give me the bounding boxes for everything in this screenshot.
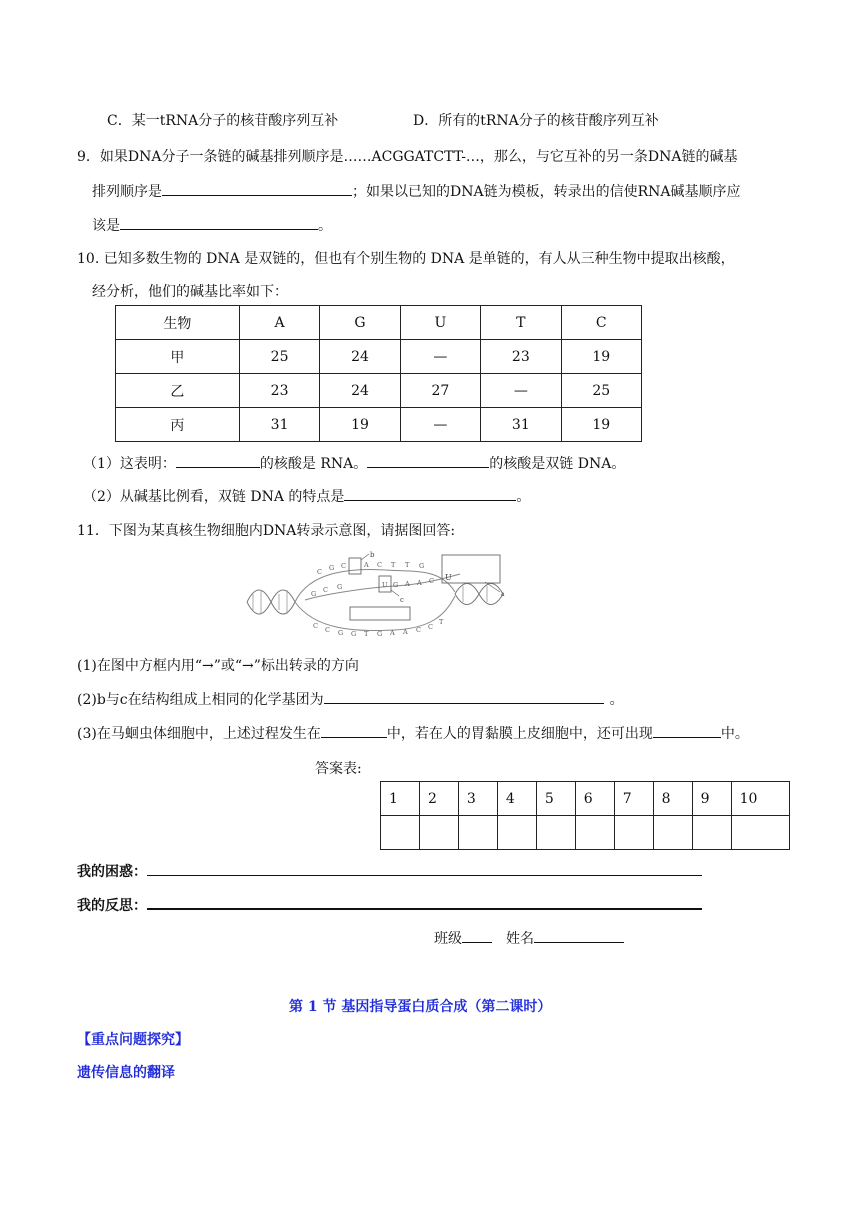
q10-line2: 经分析，他们的碱基比率如下： (92, 284, 288, 300)
name-label: 姓名 (506, 931, 534, 947)
table-row (116, 374, 642, 408)
base-ratio-table (115, 305, 642, 442)
base-letter: A (390, 629, 395, 637)
answer-cell[interactable] (536, 816, 575, 850)
answer-number: 9 (692, 782, 731, 816)
table-header-cell: G (320, 306, 400, 340)
q10-blank-2[interactable] (367, 453, 489, 468)
confusion-row (77, 861, 702, 881)
answer-number: 1 (381, 782, 420, 816)
table-cell: 23 (481, 340, 561, 374)
direction-box-lower[interactable] (350, 607, 410, 620)
table-cell: 24 (320, 374, 400, 408)
base-letter: U (382, 581, 388, 589)
base-letter: C (377, 561, 382, 569)
answer-cell[interactable] (692, 816, 731, 850)
label-a: a (501, 591, 505, 598)
label-u: U (445, 573, 452, 582)
q10-sub2-text-b: 。 (516, 489, 531, 505)
q11-intro: 11．下图为某真核生物细胞内DNA转录示意图，请据图回答: (77, 523, 456, 539)
base-letter: C (313, 622, 318, 630)
base-letter: G (338, 629, 344, 637)
confusion-label: 我的困惑： (77, 864, 147, 880)
base-letter: C (428, 623, 433, 631)
q11-sub2-text-b: 。 (609, 692, 624, 708)
q9-blank-2[interactable] (120, 215, 318, 230)
q11-sub1: (1)在图中方框内用“→”或“→”标出转录的方向 (77, 658, 359, 674)
q9-line2 (92, 181, 741, 201)
base-letter: A (417, 579, 422, 587)
base-letter: A (403, 628, 408, 636)
base-letter: G (329, 564, 335, 572)
base-letter: T (391, 561, 396, 569)
transcription-diagram (245, 550, 510, 640)
class-name-row (434, 928, 624, 948)
table-cell: — (400, 408, 480, 442)
base-letter: G (337, 583, 343, 591)
base-letter: G (351, 630, 357, 638)
table-cell: 乙 (116, 374, 240, 408)
answer-number: 7 (614, 782, 653, 816)
table-header-row (116, 306, 642, 340)
table-row (116, 340, 642, 374)
answer-sheet-label: 答案表: (315, 761, 362, 777)
q9-blank-1[interactable] (162, 181, 352, 196)
section-title: 第 1 节 基因指导蛋白质合成（第二课时） (289, 999, 552, 1015)
q11-blank-3[interactable] (653, 723, 721, 738)
base-letter: C (323, 586, 328, 594)
q10-sub1-text-a: （1）这表明： (83, 456, 176, 472)
reflection-line[interactable] (147, 894, 702, 910)
answer-number: 2 (419, 782, 458, 816)
table-cell: 31 (239, 408, 319, 442)
answer-cell[interactable] (419, 816, 458, 850)
answer-number: 5 (536, 782, 575, 816)
box-b (349, 558, 361, 574)
q9-line3 (92, 215, 332, 235)
answer-number: 8 (653, 782, 692, 816)
base-letter: C (325, 626, 330, 634)
answer-cell[interactable] (614, 816, 653, 850)
answer-cell[interactable] (458, 816, 497, 850)
base-letter: C (416, 626, 421, 634)
q10-blank-1[interactable] (176, 453, 260, 468)
q11-sub2-text-a: (2)b与c在结构组成上相同的化学基团为 (77, 692, 324, 708)
table-cell: 25 (239, 340, 319, 374)
q11-sub3-text-c: 中。 (720, 726, 749, 742)
confusion-line[interactable] (147, 861, 702, 876)
label-b: b (370, 551, 375, 559)
base-letter: C (317, 568, 322, 576)
answer-cell[interactable] (575, 816, 614, 850)
base-letter: T (439, 618, 444, 626)
table-cell: 24 (320, 340, 400, 374)
answer-number: 10 (731, 782, 789, 816)
table-row (116, 408, 642, 442)
q11-sub3 (77, 723, 749, 743)
table-header-cell: 生物 (116, 306, 240, 340)
base-letter: A (405, 580, 410, 588)
table-cell: — (481, 374, 561, 408)
base-letter: G (377, 630, 383, 638)
table-cell: 丙 (116, 408, 240, 442)
q9-line2-text-a: 排列顺序是 (92, 184, 162, 200)
base-letter: C (429, 577, 434, 585)
topic-heading: 遗传信息的翻译 (77, 1065, 175, 1081)
q11-sub3-text-b: 中，若在人的胃黏膜上皮细胞中，还可出现 (386, 726, 653, 742)
q10-line1: 10. 已知多数生物的 DNA 是双链的，但也有个别生物的 DNA 是单链的，有人从三种生物中提取出核酸， (77, 251, 735, 267)
q8-option-d: D．所有的tRNA分子的核苷酸序列互补 (413, 113, 659, 129)
q11-blank-2[interactable] (321, 723, 387, 738)
q10-blank-3[interactable] (344, 486, 516, 501)
table-cell: 25 (561, 374, 641, 408)
table-cell: 31 (481, 408, 561, 442)
answer-table (380, 781, 790, 850)
reflection-label: 我的反思： (77, 898, 147, 914)
q9-line3-text-b: 。 (318, 218, 332, 234)
q11-sub2 (77, 689, 624, 709)
answer-cell[interactable] (381, 816, 420, 850)
base-letter: G (419, 562, 425, 570)
table-cell: 19 (561, 408, 641, 442)
q9-line1: 9．如果DNA分子一条链的碱基排列顺序是……ACGGATCTT-…，那么，与它互补的另一条DNA链的碱基 (77, 149, 738, 165)
base-letter: T (405, 561, 410, 569)
q11-blank-1[interactable] (324, 689, 604, 704)
table-header-cell: U (400, 306, 480, 340)
answer-cell[interactable] (731, 816, 789, 850)
class-blank[interactable] (462, 928, 492, 943)
q9-line3-text-a: 该是 (92, 218, 120, 234)
answer-cell[interactable] (497, 816, 536, 850)
key-problems-label: 【重点问题探究】 (77, 1032, 189, 1048)
table-cell: 23 (239, 374, 319, 408)
class-label: 班级 (434, 931, 462, 947)
table-cell: 19 (320, 408, 400, 442)
answer-number: 6 (575, 782, 614, 816)
q10-sub1-text-b: 的核酸是 RNA。 (259, 456, 368, 472)
table-header-cell: C (561, 306, 641, 340)
base-letter: C (341, 562, 346, 570)
q9-line2-text-b: ；如果以已知的DNA链为模板，转录出的信使RNA碱基顺序应 (352, 184, 741, 200)
answer-number: 3 (458, 782, 497, 816)
base-letter: G (311, 590, 317, 598)
table-header-cell: A (239, 306, 319, 340)
q8-option-c: C．某一tRNA分子的核苷酸序列互补 (107, 113, 339, 129)
q10-sub2-text-a: （2）从碱基比例看，双链 DNA 的特点是 (83, 489, 345, 505)
base-letter: A (364, 561, 369, 569)
q10-sub1-text-c: 的核酸是双链 DNA。 (489, 456, 626, 472)
base-letter: G (393, 581, 399, 589)
q10-sub1 (83, 453, 625, 473)
table-cell: 19 (561, 340, 641, 374)
q11-sub3-text-a: (3)在马蛔虫体细胞中，上述过程发生在 (77, 726, 321, 742)
table-header-cell: T (481, 306, 561, 340)
reflection-row (77, 894, 702, 915)
table-cell: 甲 (116, 340, 240, 374)
label-c: c (400, 596, 404, 604)
base-letter: T (364, 630, 369, 638)
name-blank[interactable] (534, 928, 624, 943)
answer-input-row (381, 816, 790, 850)
table-cell: 27 (400, 374, 480, 408)
table-cell: — (400, 340, 480, 374)
answer-number: 4 (497, 782, 536, 816)
q10-sub2 (83, 486, 530, 506)
answer-cell[interactable] (653, 816, 692, 850)
answer-number-row (381, 782, 790, 816)
